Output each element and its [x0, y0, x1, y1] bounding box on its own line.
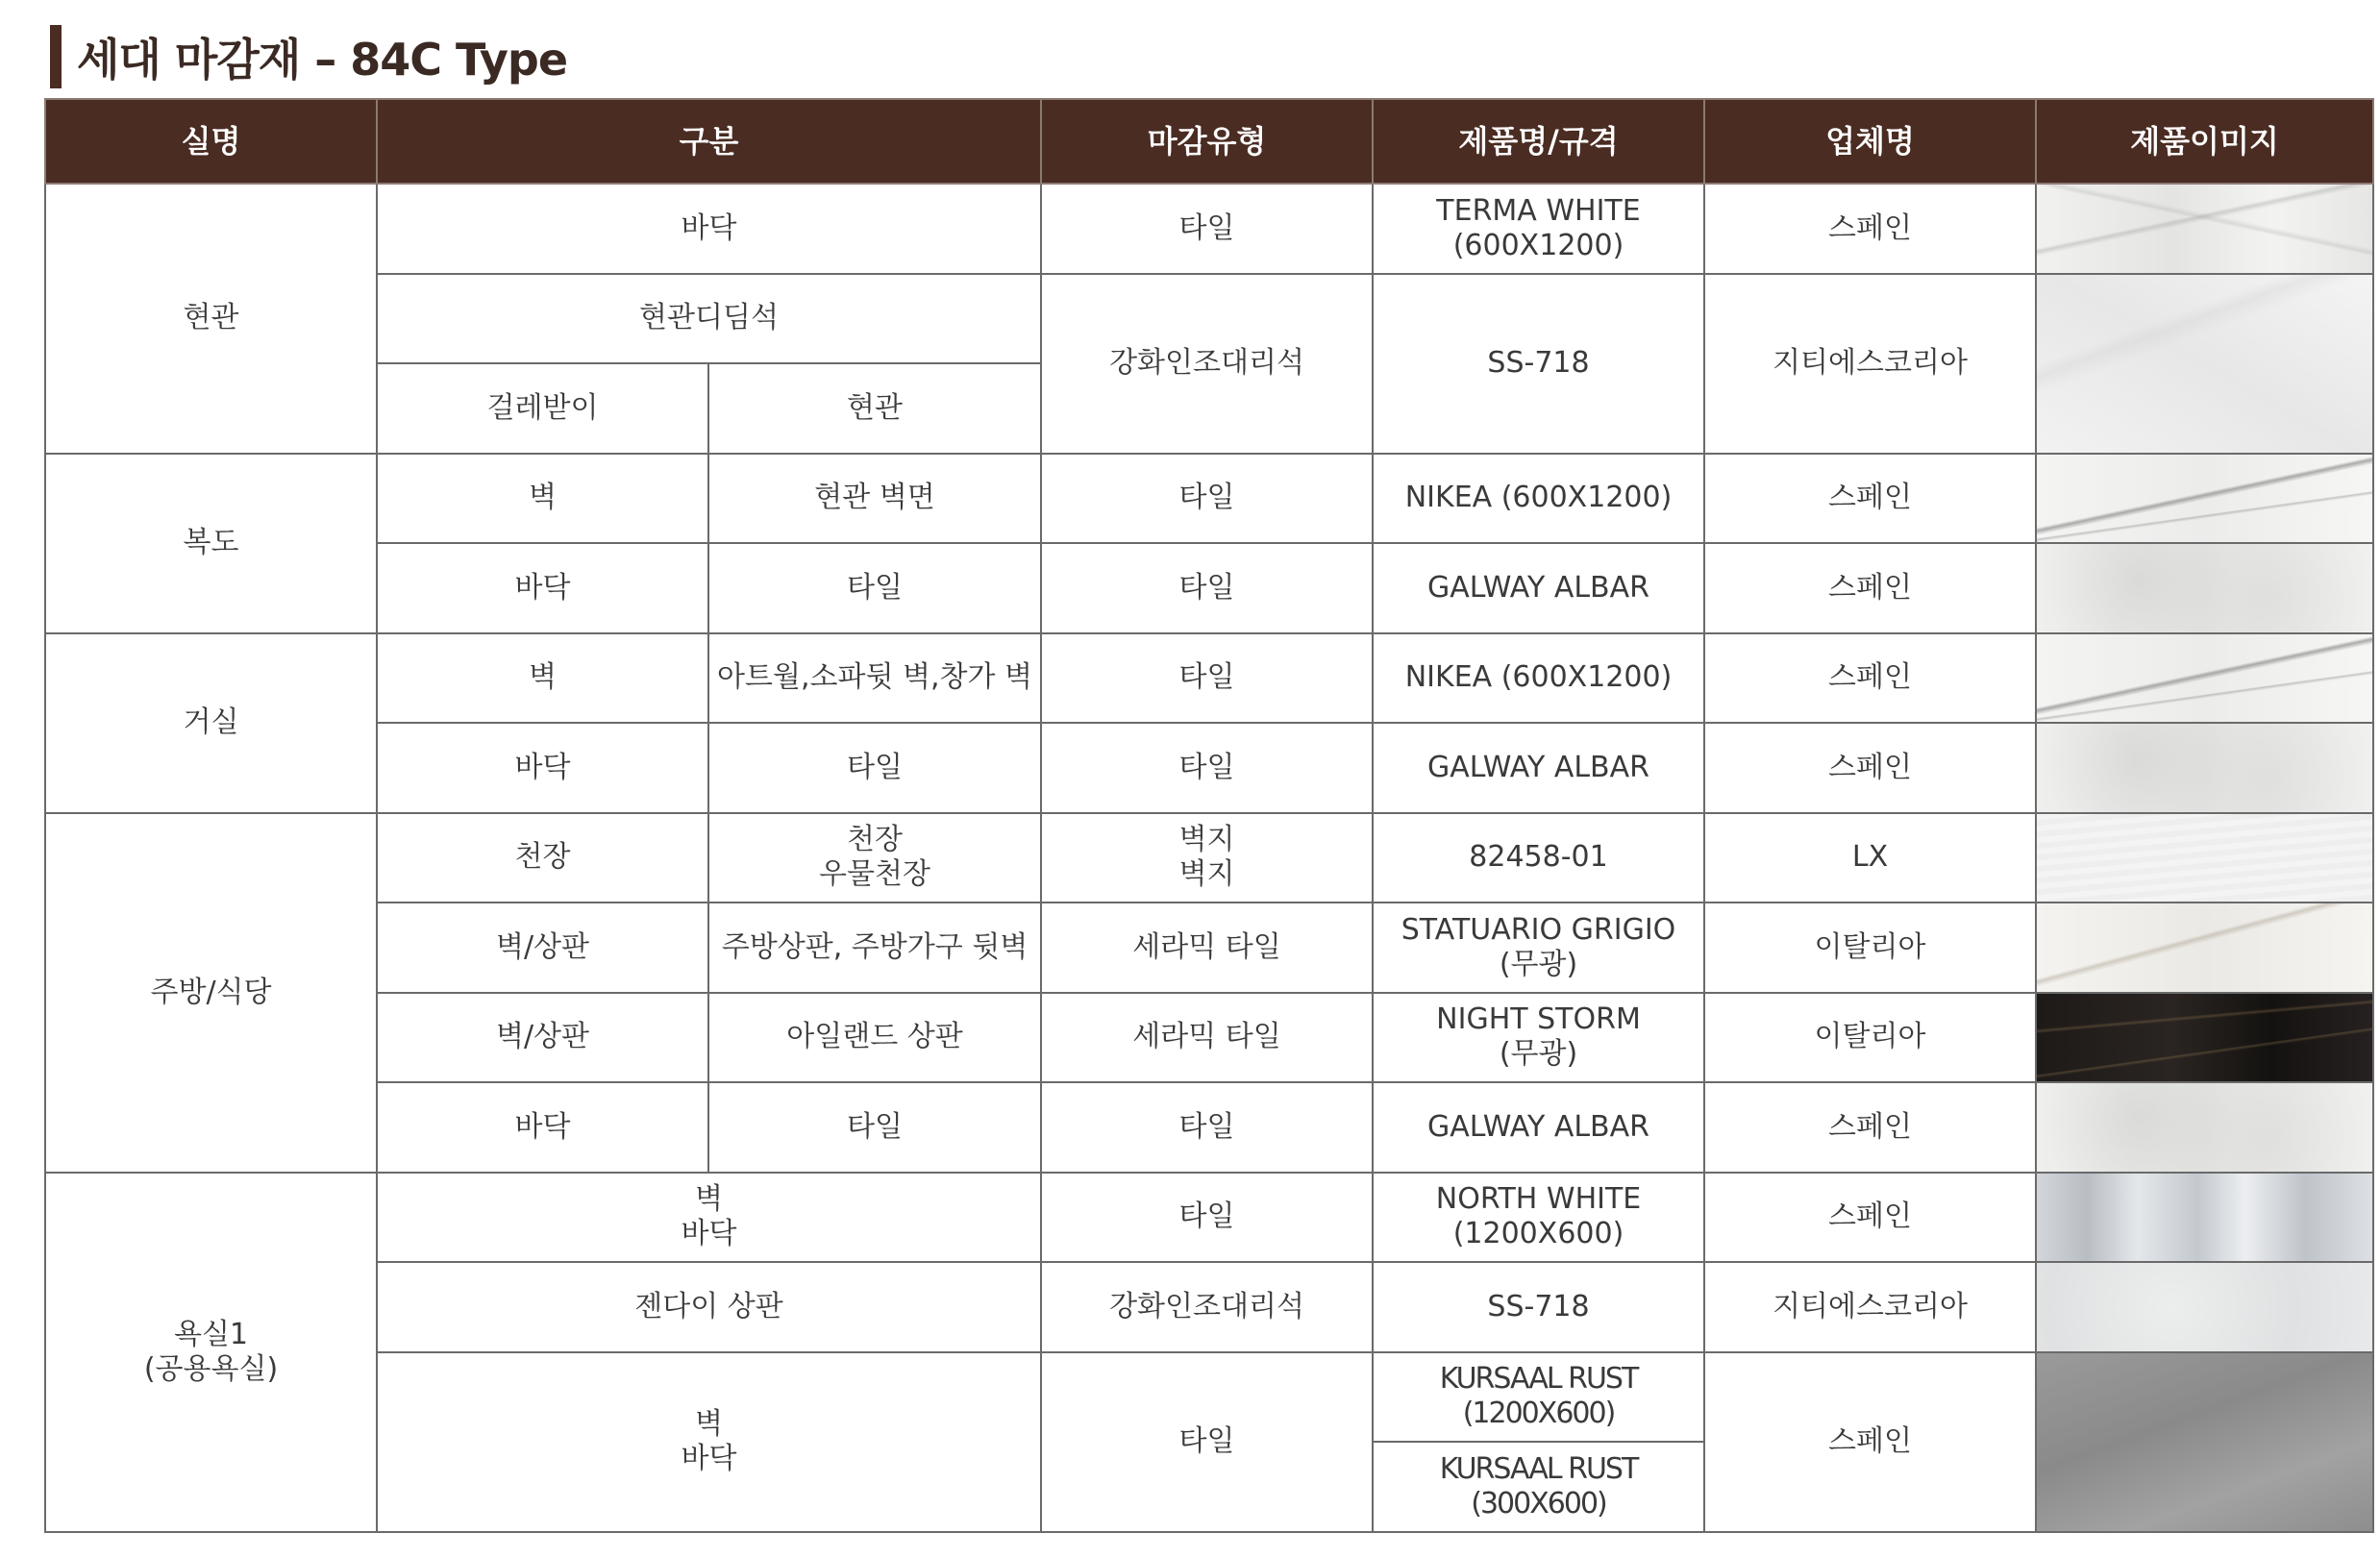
engineered-marble-swatch: [2037, 1263, 2372, 1351]
product-cell: TERMA WHITE (600X1200): [1373, 184, 1704, 274]
product-cell: NIKEA (600X1200): [1373, 454, 1704, 544]
marble-grey-swatch: [2037, 724, 2372, 812]
north-white-swatch: [2037, 1174, 2372, 1262]
table-row: [45, 1352, 2373, 1443]
header-division: 구분: [377, 99, 1041, 184]
table-row: [45, 1082, 2373, 1173]
title-text: 세대 마감재 – 84C Type: [77, 34, 568, 86]
product-cell: STATUARIO GRIGIO (무광): [1373, 903, 1704, 993]
sub-division-cell: 주방상판, 주방가구 뒷벽: [708, 903, 1041, 993]
table-row: [45, 813, 2373, 903]
table-row: [45, 903, 2373, 993]
product-cell: NIKEA (600X1200): [1373, 633, 1704, 724]
engineered-marble-swatch: [2037, 275, 2372, 453]
division-cell: 바닥: [377, 184, 1041, 274]
page-title: [50, 25, 567, 88]
room-cell: 거실: [45, 633, 377, 813]
sub-division-cell: 현관: [708, 363, 1041, 454]
marble-grey-swatch: [2037, 544, 2372, 632]
vendor-cell: 이탈리아: [1704, 903, 2036, 993]
table-row: [45, 723, 2373, 813]
finish-type-cell: 타일: [1041, 454, 1373, 544]
vendor-cell: 스페인: [1704, 1352, 2036, 1532]
finish-type-cell: 타일: [1041, 543, 1373, 633]
vendor-cell: 스페인: [1704, 454, 2036, 544]
product-cell: NORTH WHITE (1200X600): [1373, 1173, 1704, 1263]
sub-division-cell: 현관 벽면: [708, 454, 1041, 544]
finish-type-cell: 타일: [1041, 184, 1373, 274]
sub-division-cell: 타일: [708, 723, 1041, 813]
room-cell: 복도: [45, 454, 377, 633]
vendor-cell: 스페인: [1704, 1082, 2036, 1173]
sub-division-cell: 타일: [708, 543, 1041, 633]
division-cell: 벽/상판: [377, 993, 708, 1083]
product-cell: KURSAAL RUST (1200X600): [1373, 1352, 1704, 1443]
finish-type-cell: 타일: [1041, 1173, 1373, 1263]
product-cell: KURSAAL RUST (300X600): [1373, 1442, 1704, 1532]
product-image-cell: [2036, 274, 2373, 454]
product-image-cell: [2036, 1352, 2373, 1532]
finish-type-cell: 세라믹 타일: [1041, 903, 1373, 993]
vendor-cell: LX: [1704, 813, 2036, 903]
division-cell: 현관디딤석: [377, 274, 1041, 364]
product-cell: GALWAY ALBAR: [1373, 1082, 1704, 1173]
kursaal-rust-swatch: [2037, 1353, 2372, 1531]
finish-type-cell: 세라믹 타일: [1041, 993, 1373, 1083]
table-row: [45, 1262, 2373, 1352]
vendor-cell: 스페인: [1704, 723, 2036, 813]
finish-type-cell: 타일: [1041, 723, 1373, 813]
finish-spec-table: [44, 98, 2374, 1533]
sub-division-cell: 타일: [708, 1082, 1041, 1173]
product-image-cell: [2036, 903, 2373, 993]
header-finish-type: 마감유형: [1041, 99, 1373, 184]
vendor-cell: 스페인: [1704, 633, 2036, 724]
vendor-cell: 스페인: [1704, 543, 2036, 633]
division-cell: 바닥: [377, 543, 708, 633]
marble-white-swatch: [2037, 185, 2372, 273]
table-row: [45, 543, 2373, 633]
header-image: 제품이미지: [2036, 99, 2373, 184]
sub-division-cell: 아트월,소파뒷 벽,창가 벽: [708, 633, 1041, 724]
division-cell: 걸레받이: [377, 363, 708, 454]
vendor-cell: 지티에스코리아: [1704, 274, 2036, 454]
table-row: [45, 274, 2373, 364]
title-accent-bar: [50, 25, 62, 88]
vendor-cell: 이탈리아: [1704, 993, 2036, 1083]
finish-type-cell: 타일: [1041, 1352, 1373, 1532]
finish-type-cell: 벽지 벽지: [1041, 813, 1373, 903]
table-row: [45, 633, 2373, 724]
division-cell: 벽: [377, 454, 708, 544]
product-cell: NIGHT STORM (무광): [1373, 993, 1704, 1083]
division-cell: 벽: [377, 633, 708, 724]
division-cell: 벽 바닥: [377, 1352, 1041, 1532]
product-image-cell: [2036, 184, 2373, 274]
header-vendor: 업체명: [1704, 99, 2036, 184]
product-cell: GALWAY ALBAR: [1373, 723, 1704, 813]
product-image-cell: [2036, 993, 2373, 1083]
division-cell: 젠다이 상판: [377, 1262, 1041, 1352]
header-room: 실명: [45, 99, 377, 184]
vendor-cell: 스페인: [1704, 1173, 2036, 1263]
finish-type-cell: 타일: [1041, 633, 1373, 724]
table-header-row: [45, 99, 2373, 184]
dark-stone-swatch: [2037, 994, 2372, 1082]
division-cell: 바닥: [377, 723, 708, 813]
wallpaper-swatch: [2037, 814, 2372, 903]
product-cell: SS-718: [1373, 274, 1704, 454]
division-cell: 바닥: [377, 1082, 708, 1173]
room-cell: 욕실1 (공용욕실): [45, 1173, 377, 1532]
product-image-cell: [2036, 1082, 2373, 1173]
finish-type-cell: 강화인조대리석: [1041, 1262, 1373, 1352]
table-row: [45, 184, 2373, 274]
product-image-cell: [2036, 723, 2373, 813]
finish-type-cell: 강화인조대리석: [1041, 274, 1373, 454]
vendor-cell: 지티에스코리아: [1704, 1262, 2036, 1352]
room-cell: 주방/식당: [45, 813, 377, 1173]
marble-grey-swatch: [2037, 1083, 2372, 1172]
product-image-cell: [2036, 813, 2373, 903]
product-image-cell: [2036, 1173, 2373, 1263]
product-cell: GALWAY ALBAR: [1373, 543, 1704, 633]
marble-veined-swatch: [2037, 634, 2372, 723]
table-row: [45, 993, 2373, 1083]
statuario-swatch: [2037, 903, 2372, 992]
division-cell: 벽 바닥: [377, 1173, 1041, 1263]
table-row: [45, 454, 2373, 544]
product-cell: 82458-01: [1373, 813, 1704, 903]
room-cell: 현관: [45, 184, 377, 454]
sub-division-cell: 아일랜드 상판: [708, 993, 1041, 1083]
marble-veined-swatch: [2037, 455, 2372, 543]
product-cell: SS-718: [1373, 1262, 1704, 1352]
division-cell: 벽/상판: [377, 903, 708, 993]
product-image-cell: [2036, 633, 2373, 724]
product-image-cell: [2036, 543, 2373, 633]
table-row: [45, 1173, 2373, 1263]
sub-division-cell: 천장 우물천장: [708, 813, 1041, 903]
division-cell: 천장: [377, 813, 708, 903]
vendor-cell: 스페인: [1704, 184, 2036, 274]
finish-type-cell: 타일: [1041, 1082, 1373, 1173]
product-image-cell: [2036, 1262, 2373, 1352]
product-image-cell: [2036, 454, 2373, 544]
header-product: 제품명/규격: [1373, 99, 1704, 184]
